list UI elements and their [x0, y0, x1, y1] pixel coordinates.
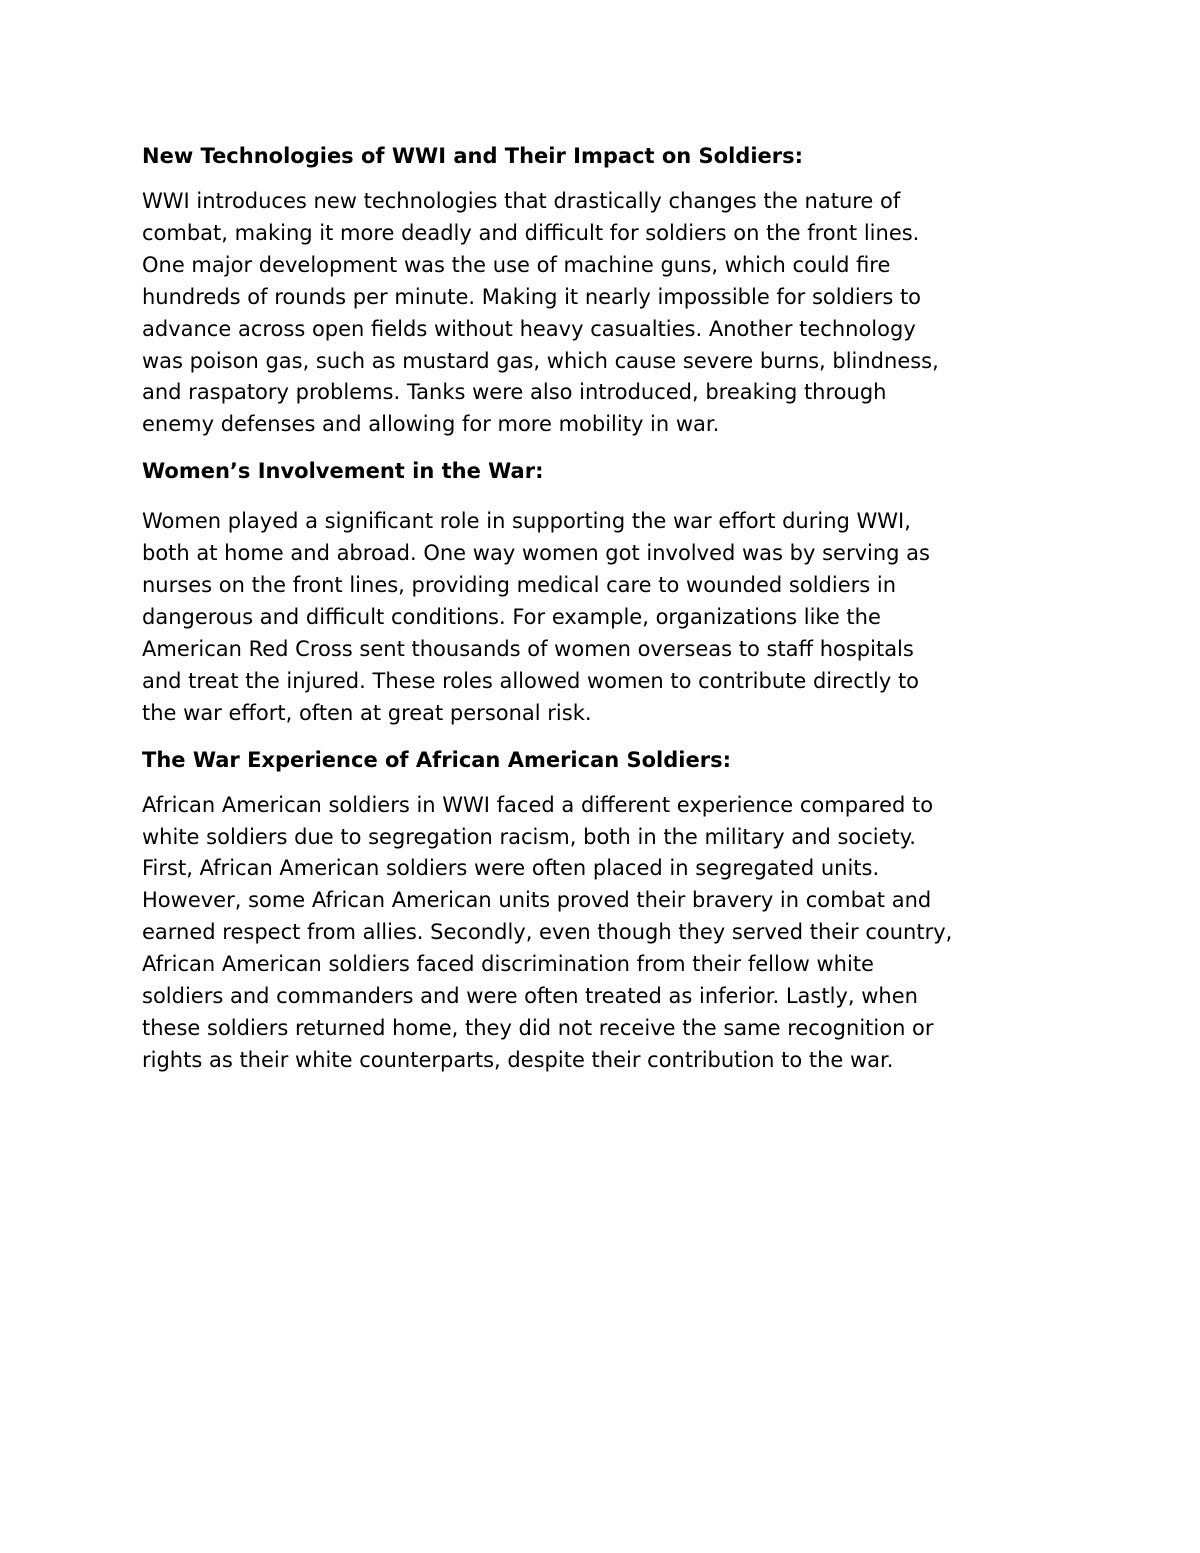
body-line: and treat the injured. These roles allowed women to contribute directly to [142, 668, 920, 693]
body-line: American Red Cross sent thousands of women overseas to staff hospitals [142, 636, 914, 661]
section-body [142, 790, 1062, 1077]
body-line: dangerous and difficult conditions. For example, organizations like the [142, 604, 881, 629]
body-line: African American soldiers in WWI faced a different experience compared to [142, 792, 934, 817]
body-line: African American soldiers faced discrimination from their fellow white [142, 952, 874, 977]
body-line: WWI introduces new technologies that drastically changes the nature of [142, 189, 901, 213]
body-line: nurses on the front lines, providing medical care to wounded soldiers in [142, 573, 897, 598]
body-line: combat, making it more deadly and difficult for soldiers on the front lines. [142, 220, 920, 245]
section-african-american-soldiers [142, 744, 1062, 1077]
section-body [142, 506, 1062, 729]
body-line: advance across open fields without heavy casualties. Another technology [142, 316, 916, 341]
body-line: these soldiers returned home, they did not receive the same recognition or [142, 1015, 934, 1040]
body-line: Women played a significant role in supporting the war effort during WWI, [142, 509, 911, 534]
body-line: soldiers and commanders and were often treated as inferior. Lastly, when [142, 984, 918, 1009]
body-line: both at home and abroad. One way women got involved was by serving as [142, 541, 930, 566]
document-content [142, 140, 1062, 1091]
section-heading: New Technologies of WWI and Their Impact on Soldiers: [142, 144, 804, 168]
body-line: white soldiers due to segregation racism, both in the military and society. [142, 824, 916, 849]
section-body [142, 186, 1062, 441]
body-line: hundreds of rounds per minute. Making it nearly impossible for soldiers to [142, 284, 922, 309]
body-line: the war effort, often at great personal risk. [142, 700, 592, 725]
section-heading: Women’s Involvement in the War: [142, 459, 544, 484]
body-line: enemy defenses and allowing for more mobility in war. [142, 412, 720, 437]
body-line: One major development was the use of machine guns, which could fire [142, 252, 891, 277]
body-line: was poison gas, such as mustard gas, which cause severe burns, blindness, [142, 348, 939, 373]
body-line: and raspatory problems. Tanks were also introduced, breaking through [142, 380, 887, 405]
body-line: However, some African American units proved their bravery in combat and [142, 888, 932, 913]
section-womens-involvement [142, 455, 1062, 729]
section-new-technologies [142, 140, 1062, 441]
body-line: rights as their white counterparts, despite their contribution to the war. [142, 1047, 894, 1072]
body-line: First, African American soldiers were often placed in segregated units. [142, 856, 880, 881]
body-line: earned respect from allies. Secondly, even though they served their country, [142, 920, 953, 945]
section-heading: The War Experience of African American Soldiers: [142, 747, 731, 772]
